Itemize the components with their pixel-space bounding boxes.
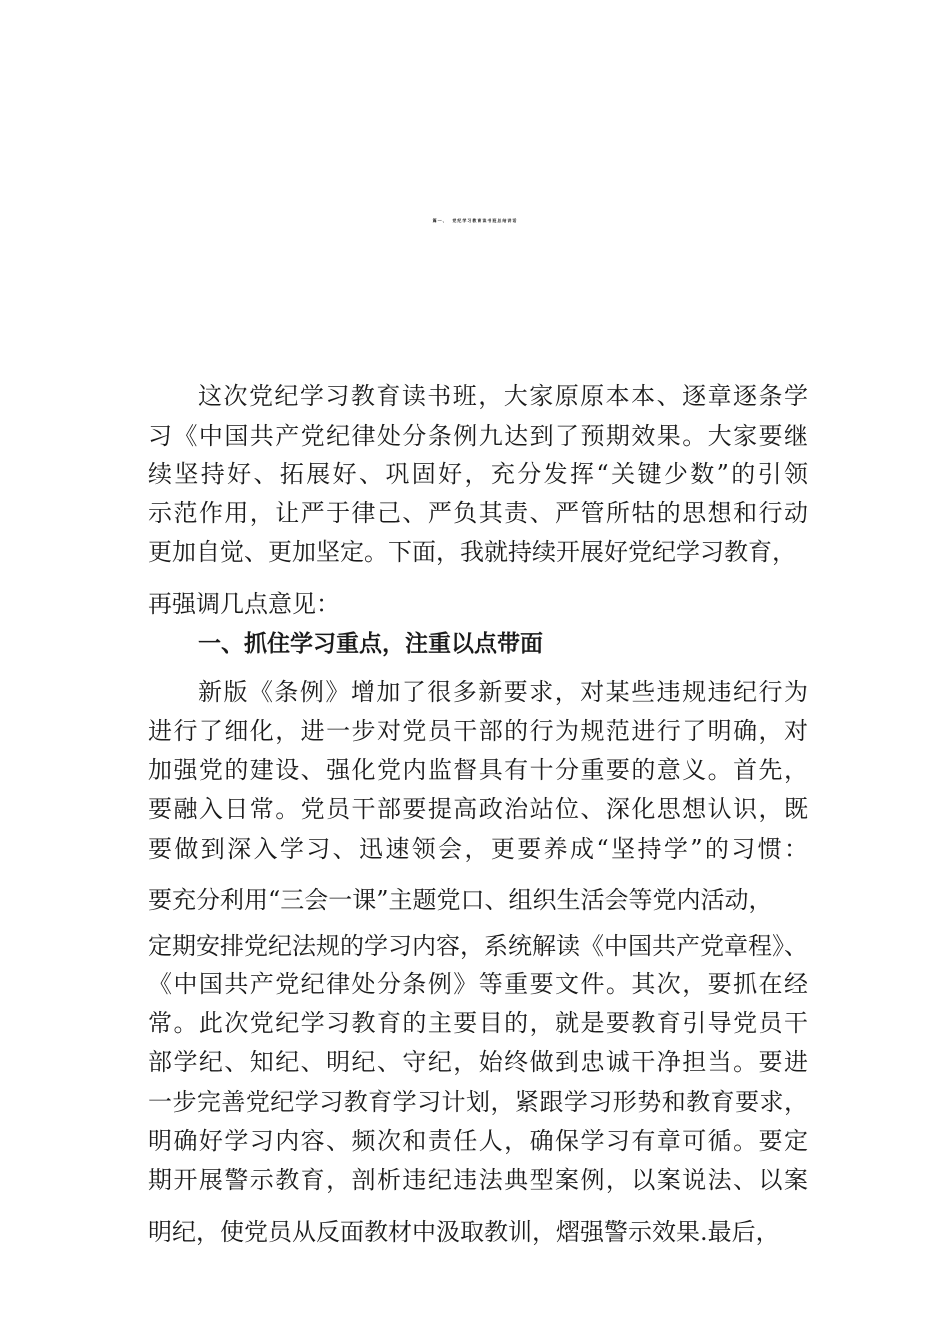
paragraph-line: 再强调几点意见：: [148, 590, 340, 618]
paragraph-line: 要做到深入学习、迅速领会，更要养成“坚持学”的习惯：: [148, 835, 808, 863]
paragraph-line: 期开展警示教育，剖析违纪违法典型案例，以案说法、以案: [148, 1166, 808, 1194]
document-title: 篇一、 党纪学习教育读书班总结讲话: [432, 218, 518, 223]
paragraph-line: 新版《条例》增加了很多新要求，对某些违规违纪行为: [198, 678, 808, 706]
paragraph-line: 部学纪、知纪、明纪、守纪，始终做到忠诚干净担当。要进: [148, 1048, 808, 1076]
paragraph-line: 更加自觉、更加坚定。下面，我就持续开展好党纪学习教育，: [148, 538, 796, 566]
paragraph-line: 续坚持好、拓展好、巩固好，充分发挥“关键少数”的引领: [148, 460, 808, 488]
paragraph-line: 明纪，使党员从反面教材中汲取教训，熠强警示效果.最后，: [148, 1218, 780, 1246]
section-heading: 一、抓住学习重点，注重以点带面: [198, 631, 543, 657]
paragraph-line: 进行了细化，进一步对党员干部的行为规范进行了明确，对: [148, 717, 808, 745]
paragraph-line: 一步完善党纪学习教育学习计划，紧跟学习形势和教育要求，: [148, 1088, 808, 1116]
paragraph-line: 习《中国共产党纪律处分条例九达到了预期效果。大家要继: [148, 422, 808, 450]
paragraph-line: 定期安排党纪法规的学习内容，系统解读《中国共产党章程》、: [148, 932, 808, 960]
paragraph-line: 《中国共产党纪律处分条例》等重要文件。其次，要抓在经: [148, 970, 808, 998]
paragraph-line: 示范作用，让严于律己、严负其责、严管所牯的思想和行动: [148, 499, 808, 527]
paragraph-line: 加强党的建设、强化党内监督具有十分重要的意义。首先，: [148, 756, 808, 784]
paragraph-line: 这次党纪学习教育读书班，大家原原本本、逐章逐条学: [198, 382, 808, 410]
paragraph-line: 常。此次党纪学习教育的主要目的，就是要教育引导党员干: [148, 1009, 808, 1037]
paragraph-line: 要充分利用“三会一课”主题党口、组织生活会等党内活动，: [148, 886, 773, 914]
paragraph-line: 明确好学习内容、频次和责任人，确保学习有章可循。要定: [148, 1127, 808, 1155]
paragraph-line: 要融入日常。党员干部要提高政治站位、深化思想认识，既: [148, 795, 808, 823]
